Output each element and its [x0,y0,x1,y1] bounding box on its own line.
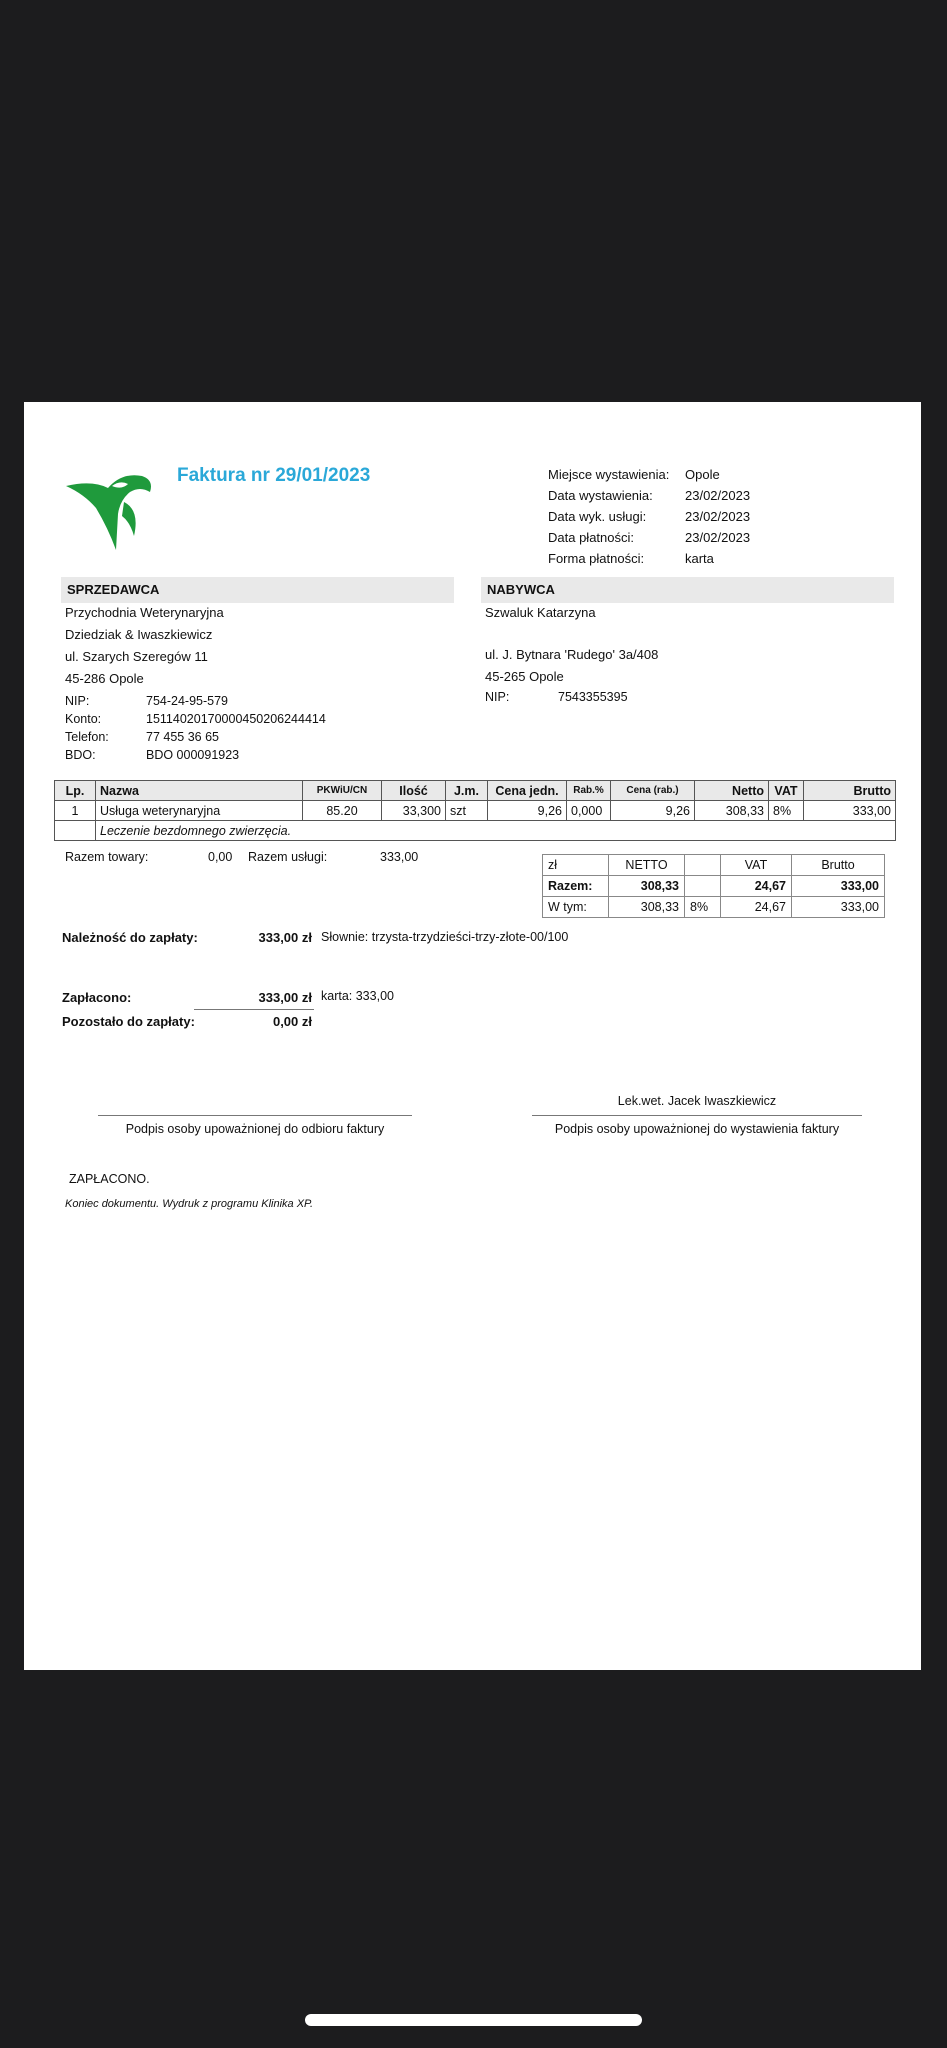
meta-row [548,464,750,485]
buyer-city: 45-265 Opole [485,669,564,684]
issuer-signature-caption: Podpis osoby upoważnionej do wystawienia faktury [554,1122,840,1136]
items-header-row [55,781,896,801]
cell-net: 308,33 [695,801,769,821]
table-row [55,801,896,821]
seller-fields [65,692,326,764]
field-value: 7543355395 [558,690,628,704]
paid-stamp: ZAPŁACONO. [69,1172,150,1186]
sum-incl-gross: 333,00 [792,897,885,918]
issuer-name: Lek.wet. Jacek Iwaszkiewicz [617,1094,777,1108]
field-label: NIP: [485,690,510,704]
paid-underline [194,1009,314,1010]
col-discount: Rab.% [567,781,611,801]
items-table [54,780,896,841]
seller-name-2: Dziedziak & Iwaszkiewicz [65,627,213,642]
goods-value: 0,00 [208,850,233,864]
summary-total-row [543,876,885,897]
sum-incl-label: W tym: [543,897,609,918]
col-price: Cena jedn. [488,781,567,801]
cell-pkwiu: 85.20 [303,801,382,821]
cell-vat: 8% [769,801,804,821]
invoice-page [24,402,921,1670]
home-indicator[interactable] [305,2014,642,2026]
goods-services-totals [65,850,418,864]
buyer-name: Szwaluk Katarzyna [485,605,596,620]
field-value: 77 455 36 65 [146,730,219,744]
cell-name: Usługa weterynaryjna [96,801,303,821]
issuer-signature-line [532,1115,862,1116]
invoice-title: Faktura nr 29/01/2023 [177,465,371,486]
goods-label: Razem towary: [65,850,149,864]
meta-value: Opole [685,467,720,482]
meta-row [548,506,750,527]
amount-in-words: Słownie: trzysta-trzydzieści-trzy-złote-00/100 [321,930,569,944]
sum-total-label: Razem: [543,876,609,897]
buyer-street: ul. J. Bytnara 'Rudego' 3a/408 [485,647,659,662]
field-label: BDO: [65,748,96,762]
amount-due-value: 333,00 zł [258,930,312,945]
sum-incl-rate: 8% [685,897,721,918]
cell-qty: 33,300 [382,801,446,821]
summary-header [543,855,885,876]
field-label: NIP: [65,694,90,708]
seller-city: 45-286 Opole [65,671,144,686]
col-vat: VAT [769,781,804,801]
meta-label: Data wyk. usługi: [548,509,647,524]
col-price-disc: Cena (rab.) [611,781,695,801]
col-unit: J.m. [446,781,488,801]
seller-block [65,602,224,690]
field-label: Konto: [65,712,102,726]
buyer-nip [485,688,628,706]
sum-total-rate [685,876,721,897]
sum-h-rate [685,855,721,876]
meta-row [548,548,750,569]
services-value: 333,00 [380,850,419,864]
paid-value: 333,00 zł [258,990,312,1005]
sum-total-net: 308,33 [609,876,685,897]
sum-incl-vat: 24,67 [721,897,792,918]
sum-h-net: NETTO [609,855,685,876]
meta-label: Miejsce wystawienia: [548,467,670,482]
col-pkwiu: PKWiU/CN [303,781,382,801]
cell-gross: 333,00 [804,801,896,821]
remaining-label: Pozostało do zapłaty: [62,1014,195,1029]
cell-price-disc: 9,26 [611,801,695,821]
meta-value: 23/02/2023 [685,530,751,545]
col-gross: Brutto [804,781,896,801]
seller-account [65,710,326,728]
cell-price: 9,26 [488,801,567,821]
meta-label: Data płatności: [548,530,634,545]
cell-discount: 0,000 [567,801,611,821]
field-value: 754-24-95-579 [146,694,229,708]
col-lp: Lp. [55,781,96,801]
field-label: Telefon: [65,730,109,744]
meta-label: Forma płatności: [548,551,645,566]
sum-total-gross: 333,00 [792,876,885,897]
sum-h-currency: zł [543,855,609,876]
sum-incl-net: 308,33 [609,897,685,918]
col-net: Netto [695,781,769,801]
document-end-note: Koniec dokumentu. Wydruk z programu Klinika XP. [65,1198,314,1210]
note-spacer [55,821,96,841]
field-value: 15114020170000450206244414 [146,712,326,726]
receiver-signature-caption: Podpis osoby upoważnionej do odbioru faktury [125,1122,385,1136]
services-label: Razem usługi: [248,850,328,864]
seller-bdo [65,746,326,764]
note-row [55,821,896,841]
receiver-signature-line [98,1115,412,1116]
sum-total-vat: 24,67 [721,876,792,897]
paid-label: Zapłacono: [62,990,132,1005]
seller-phone [65,728,326,746]
seller-nip [65,692,326,710]
seller-heading: SPRZEDAWCA [61,577,454,603]
meta-row [548,527,750,548]
sum-h-gross: Brutto [792,855,885,876]
vat-summary-table [542,854,885,918]
col-name: Nazwa [96,781,303,801]
meta-label: Data wystawienia: [548,488,653,503]
buyer-address [485,644,658,688]
clinic-logo-icon [62,466,158,556]
remaining-value: 0,00 zł [272,1014,312,1029]
seller-street: ul. Szarych Szeregów 11 [65,649,208,664]
summary-incl-row [543,897,885,918]
meta-row [548,485,750,506]
buyer-heading: NABYWCA [481,577,894,603]
item-note: Leczenie bezdomnego zwierzęcia. [96,821,896,841]
paid-method: karta: 333,00 [321,989,394,1003]
field-value: BDO 000091923 [146,748,240,762]
meta-value: 23/02/2023 [685,488,751,503]
meta-value: 23/02/2023 [685,509,751,524]
col-qty: Ilość [382,781,446,801]
cell-unit: szt [446,801,488,821]
meta-value: karta [685,551,714,566]
sum-h-vat: VAT [721,855,792,876]
cell-lp: 1 [55,801,96,821]
seller-name-1: Przychodnia Weterynaryjna [65,605,224,620]
invoice-meta [548,464,750,569]
amount-due-label: Należność do zapłaty: [62,930,198,945]
